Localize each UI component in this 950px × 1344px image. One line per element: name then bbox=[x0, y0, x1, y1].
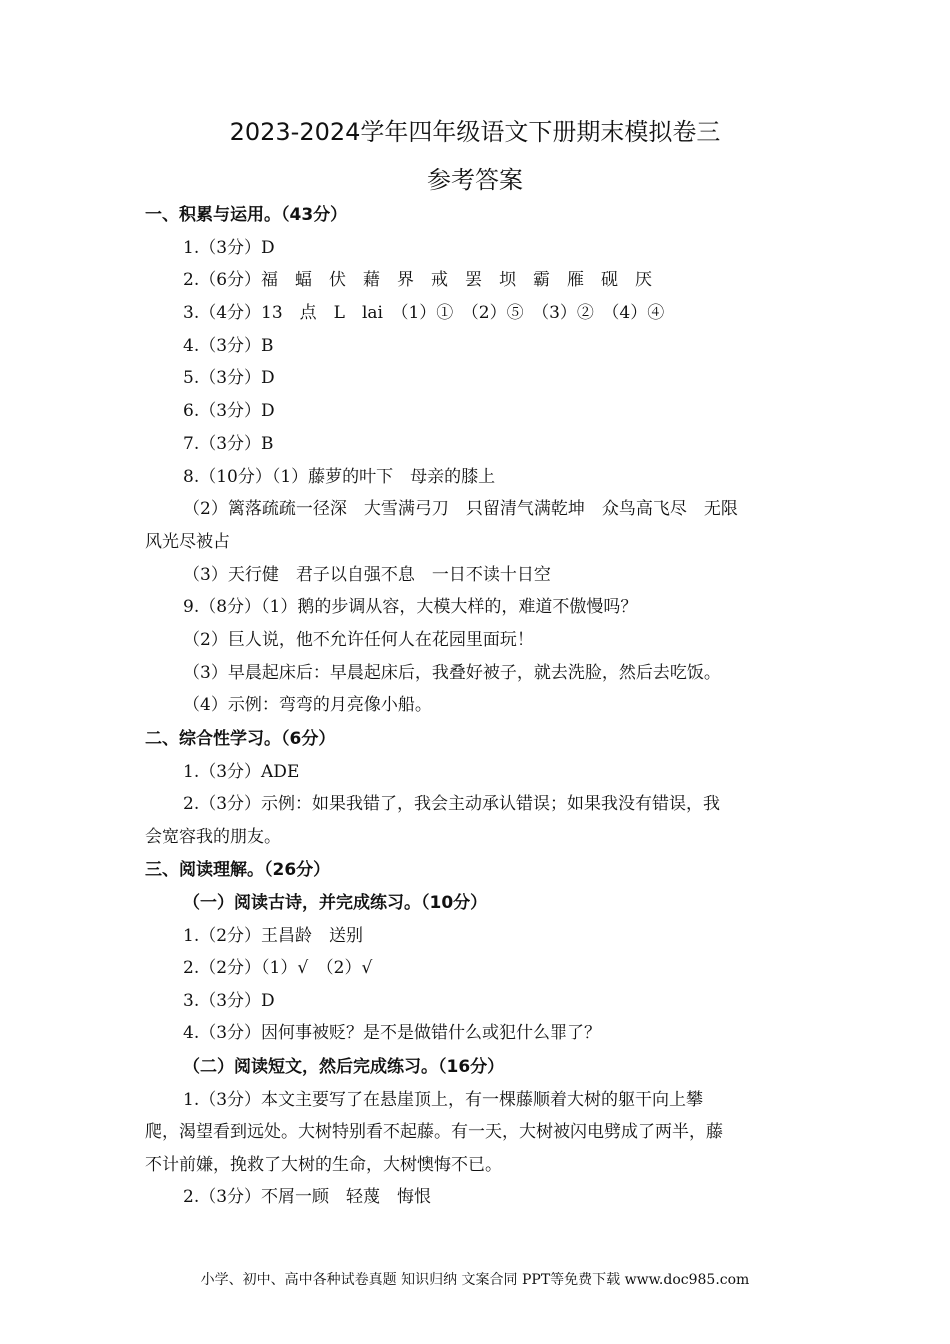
answer-line: 5.（3分）D bbox=[183, 368, 275, 388]
answer-line: 2.（6分）福 蝠 伏 藉 界 戒 罢 坝 霸 雁 砚 厌 bbox=[183, 270, 653, 290]
answer-line: 不计前嫌，挽救了大树的生命，大树懊悔不已。 bbox=[145, 1155, 502, 1175]
answer-line: 1.（3分）ADE bbox=[183, 762, 300, 782]
answer-line: 会宽容我的朋友。 bbox=[145, 827, 281, 847]
section-heading: 一、积累与运用。（43分） bbox=[145, 205, 348, 225]
answer-line: 8.（10分）（1）藤萝的叶下 母亲的膝上 bbox=[183, 467, 496, 487]
section-heading: 二、综合性学习。（6分） bbox=[145, 729, 336, 749]
answer-line: 2.（3分）不屑一顾 轻蔑 悔恨 bbox=[183, 1187, 432, 1207]
answer-line: 3.（3分）D bbox=[183, 991, 275, 1011]
answer-line: （3）早晨起床后：早晨起床后，我叠好被子，就去洗脸，然后去吃饭。 bbox=[183, 663, 721, 683]
answer-line: 1.（3分）本文主要写了在悬崖顶上，有一棵藤顺着大树的躯干向上攀 bbox=[183, 1090, 704, 1110]
subsection-heading: （一）阅读古诗，并完成练习。（10分） bbox=[183, 893, 488, 913]
answer-line: 4.（3分）B bbox=[183, 336, 274, 356]
answer-line: 1.（2分）王昌龄 送别 bbox=[183, 926, 364, 946]
section-heading: 三、阅读理解。（26分） bbox=[145, 860, 331, 880]
answer-line: 3.（4分）13 点 L lai （1）① （2）⑤ （3）② （4）④ bbox=[183, 303, 665, 323]
answer-line: 4.（3分）因何事被贬？是不是做错什么或犯什么罪了？ bbox=[183, 1023, 602, 1043]
document-subtitle: 参考答案 bbox=[427, 166, 523, 194]
answer-line: 7.（3分）B bbox=[183, 434, 274, 454]
answer-line: 风光尽被占 bbox=[145, 532, 230, 552]
answer-line: （3）天行健 君子以自强不息 一日不读十日空 bbox=[183, 565, 551, 585]
answer-line: 9.（8分）（1）鹅的步调从容，大模大样的，难道不傲慢吗？ bbox=[183, 597, 638, 617]
answer-line: （2）篱落疏疏一径深 大雪满弓刀 只留清气满乾坤 众鸟高飞尽 无限 bbox=[183, 499, 738, 519]
answer-line: 6.（3分）D bbox=[183, 401, 275, 421]
answer-line: 2.（2分）（1）√ （2）√ bbox=[183, 958, 373, 978]
answer-line: （4）示例：弯弯的月亮像小船。 bbox=[183, 695, 432, 715]
answer-line: （2）巨人说，他不允许任何人在花园里面玩！ bbox=[183, 630, 534, 650]
answer-line: 1.（3分）D bbox=[183, 238, 275, 258]
subsection-heading: （二）阅读短文，然后完成练习。（16分） bbox=[183, 1057, 505, 1077]
answer-line: 爬，渴望看到远处。大树特别看不起藤。有一天，大树被闪电劈成了两半，藤 bbox=[145, 1122, 723, 1142]
document-title: 2023-2024学年四年级语文下册期末模拟卷三 bbox=[229, 118, 721, 146]
answer-line: 2.（3分）示例：如果我错了，我会主动承认错误；如果我没有错误，我 bbox=[183, 794, 721, 814]
page-footer: 小学、初中、高中各种试卷真题 知识归纳 文案合同 PPT等免费下载 www.doc985.com bbox=[200, 1272, 750, 1288]
